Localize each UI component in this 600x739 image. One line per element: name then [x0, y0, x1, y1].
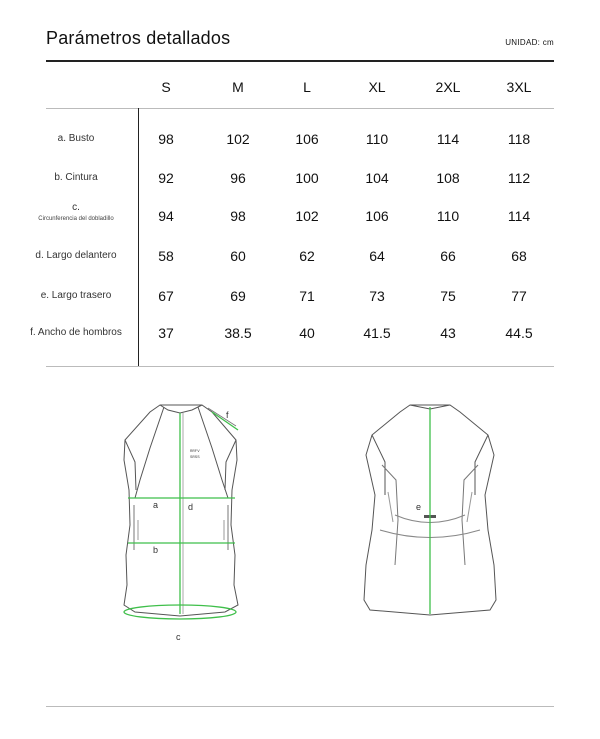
table-cell: 98: [230, 208, 246, 224]
table-cell: 114: [507, 208, 531, 224]
table-cell: 44.5: [505, 325, 533, 341]
measure-lines-front: [124, 412, 238, 619]
header-rule: [46, 108, 554, 109]
label-c: c: [176, 632, 181, 642]
page-title: Parámetros detallados: [46, 28, 231, 48]
table-cell: 92: [158, 170, 174, 186]
table-cell: 110: [436, 208, 460, 224]
table-cell: 58: [158, 248, 174, 264]
size-header-s: S: [161, 79, 171, 95]
table-cell: 94: [158, 208, 174, 224]
size-header-l: L: [303, 79, 311, 95]
table-cell: 66: [440, 248, 456, 264]
vest-diagram: [0, 380, 600, 660]
table-bottom-rule: [46, 366, 554, 367]
footer-rule: [46, 706, 554, 707]
table-cell: 98: [158, 131, 174, 147]
vest-front: [124, 405, 238, 616]
table-cell: 104: [365, 170, 389, 186]
table-cell: 106: [295, 131, 319, 147]
table-cell: 100: [295, 170, 319, 186]
label-b: b: [153, 545, 159, 555]
table-cell: 110: [365, 131, 389, 147]
table-cell: 38.5: [224, 325, 252, 341]
row-label-text: d. Largo delantero: [35, 250, 117, 261]
table-cell: 106: [365, 208, 389, 224]
logo-line-1: RRFV: [190, 450, 200, 454]
row-label-text: b. Cintura: [54, 172, 98, 183]
top-rule: [46, 60, 554, 62]
table-cell: 73: [369, 288, 385, 304]
row-label-text: a. Busto: [57, 133, 95, 144]
table-cell: 75: [440, 288, 456, 304]
row-label: [14, 327, 138, 338]
table-cell: 62: [299, 248, 315, 264]
unit-label: UNIDAD: cm: [505, 38, 554, 47]
table-cell: 68: [511, 248, 527, 264]
table-cell: 96: [230, 170, 246, 186]
label-a: a: [153, 500, 159, 510]
table-cell: 102: [295, 208, 319, 224]
table-cell: 41.5: [363, 325, 391, 341]
label-d: d: [188, 502, 194, 512]
table-cell: 108: [436, 170, 460, 186]
size-header-2xl: 2XL: [435, 79, 461, 95]
size-header-m: M: [232, 79, 244, 95]
size-header-xl: XL: [368, 79, 386, 95]
table-cell: 67: [158, 288, 174, 304]
table-cell: 64: [369, 248, 385, 264]
table-cell: 37: [158, 325, 174, 341]
label-f: f: [226, 410, 229, 420]
row-label-text: e. Largo trasero: [40, 290, 112, 301]
table-cell: 71: [299, 288, 315, 304]
row-label: [14, 290, 138, 301]
row-label: [14, 250, 138, 261]
row-label-sub: Circunferencia del dobladillo: [38, 216, 114, 222]
table-cell: 69: [230, 288, 246, 304]
table-cell: 118: [507, 131, 531, 147]
row-label: [14, 202, 138, 222]
logo-line-2: SRSS: [190, 456, 200, 460]
table-cell: 43: [440, 325, 456, 341]
row-label-text: f. Ancho de hombros: [30, 327, 122, 338]
table-cell: 60: [230, 248, 246, 264]
row-label-text: c.: [72, 202, 80, 213]
table-cell: 114: [436, 131, 460, 147]
table-cell: 102: [226, 131, 250, 147]
size-header-3xl: 3XL: [506, 79, 532, 95]
row-label: [14, 172, 138, 183]
table-cell: 40: [299, 325, 315, 341]
table-cell: 112: [507, 170, 531, 186]
label-e: e: [416, 502, 422, 512]
row-label: [14, 133, 138, 144]
table-cell: 77: [511, 288, 527, 304]
